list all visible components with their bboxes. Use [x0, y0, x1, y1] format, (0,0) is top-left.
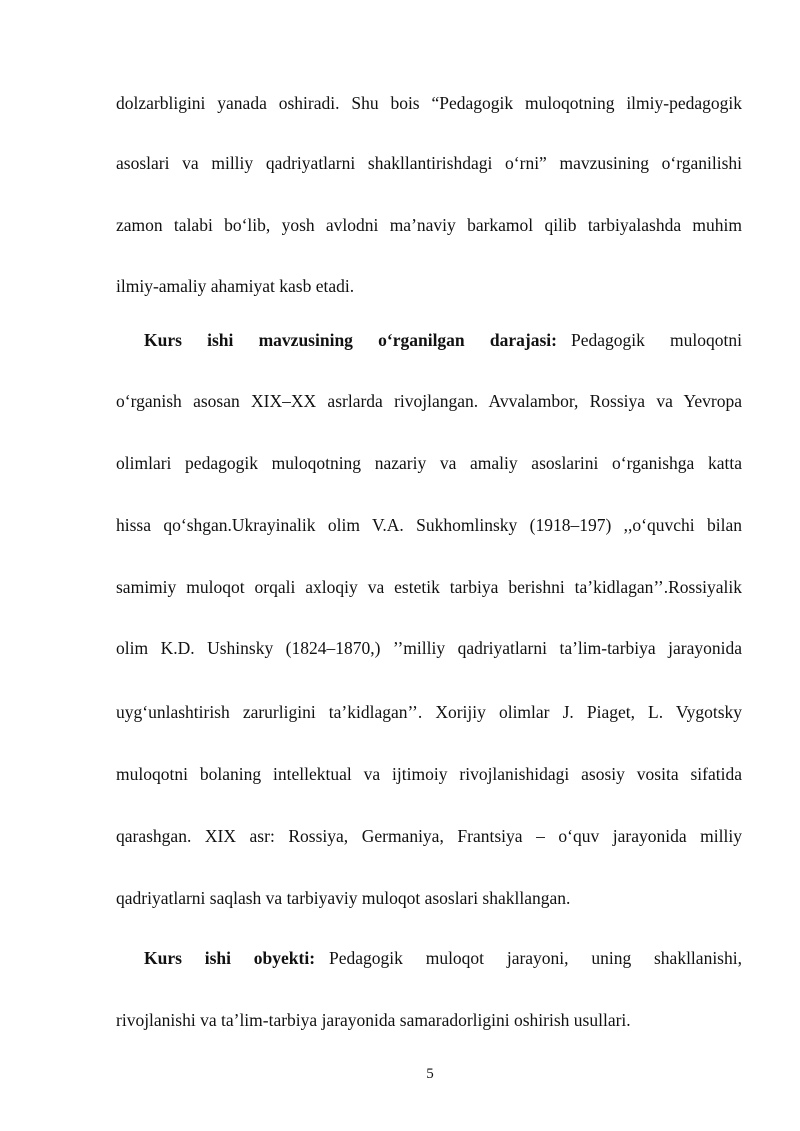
paragraph-line: dolzarbligini yanada oshiradi. Shu bois “Pedagogik muloqotning ilmiy-pedagogik: [116, 93, 742, 113]
paragraph-line: olim K.D. Ushinsky (1824–1870,) ’’milliy qadriyatlarni ta’lim-tarbiya jarayonida: [116, 638, 742, 658]
paragraph-line: o‘rganish asosan XIX–XX asrlarda rivojlangan. Avvalambor, Rossiya va Yevropa: [116, 391, 742, 411]
page-number: 5: [426, 1066, 434, 1082]
paragraph-line: muloqotni bolaning intellektual va ijtimoiy rivojlanishidagi asosiy vosita sifatida: [116, 764, 742, 784]
paragraph-line: zamon talabi bo‘lib, yosh avlodni ma’naviy barkamol qilib tarbiyalashda muhim: [116, 215, 742, 235]
paragraph-line: ilmiy-amaliy ahamiyat kasb etadi.: [116, 276, 355, 296]
paragraph-line: asoslari va milliy qadriyatlarni shakllantirishdagi o‘rni” mavzusining o‘rganilishi: [116, 153, 742, 173]
paragraph-line: rivojlanishi va ta’lim-tarbiya jarayonida samaradorligini oshirish usullari.: [116, 1010, 631, 1030]
paragraph-line: qarashgan. XIX asr: Rossiya, Germaniya, Frantsiya – o‘quv jarayonida milliy: [116, 826, 742, 846]
paragraph-line: olimlari pedagogik muloqotning nazariy va amaliy asoslarini o‘rganishga katta: [116, 453, 742, 473]
paragraph-line: samimiy muloqot orqali axloqiy va estetik tarbiya berishni ta’kidlagan’’.Rossiyalik: [116, 577, 742, 597]
section-heading: Kurs ishi mavzusining o‘rganilgan darajasi:: [144, 330, 557, 350]
paragraph-text: Pedagogik muloqot jarayoni, uning shakllanishi,: [329, 948, 742, 968]
section-heading-line: [144, 329, 742, 351]
paragraph-line: uyg‘unlashtirish zarurligini ta’kidlagan’’. Xorijiy olimlar J. Piaget, L. Vygotsky: [116, 702, 742, 722]
section-heading-line: [144, 947, 742, 969]
paragraph-line: qadriyatlarni saqlash va tarbiyaviy muloqot asoslari shakllangan.: [116, 888, 571, 908]
paragraph-line: hissa qo‘shgan.Ukrayinalik olim V.A. Sukhomlinsky (1918–197) ,,o‘quvchi bilan: [116, 515, 742, 535]
paragraph-text: Pedagogik muloqotni: [570, 330, 743, 350]
section-heading: Kurs ishi obyekti:: [144, 948, 316, 968]
